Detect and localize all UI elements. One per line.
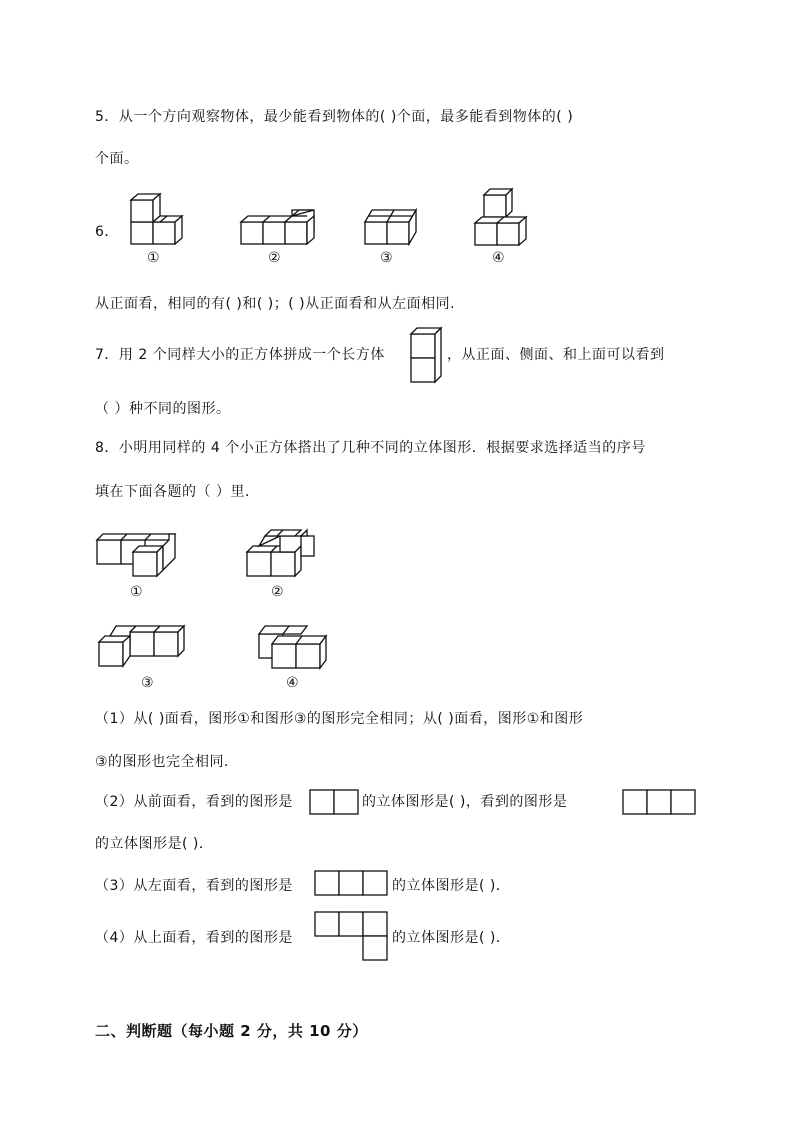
q6-figure-2	[238, 206, 324, 246]
q8-label-3: ③	[141, 675, 154, 691]
q8-figure-1	[94, 530, 184, 580]
q8-sub2-shape-three-squares	[622, 789, 698, 816]
q7-line2: （ ）种不同的图形。	[95, 401, 231, 417]
q6-label-3: ③	[380, 250, 393, 266]
q7-cuboid	[408, 326, 444, 386]
q8-sub3-b: 的立体图形是( )．	[392, 878, 511, 894]
q8-sub2-shape-two-squares	[309, 789, 361, 816]
q6-label-2: ②	[268, 250, 281, 266]
q8-label-2: ②	[271, 584, 284, 600]
q8-sub2-b: 的立体图形是( )，看到的图形是	[362, 794, 568, 810]
q5-line1: 5．从一个方向观察物体，最少能看到物体的( )个面，最多能看到物体的( )	[95, 109, 574, 125]
q6-figure-3	[362, 206, 432, 246]
q7-part1: 7．用 2 个同样大小的正方体拼成一个长方体	[95, 347, 385, 363]
q6-label-4: ④	[492, 250, 505, 266]
q8-sub4-a: （4）从上面看，看到的图形是	[95, 930, 293, 946]
q6-question: 从正面看，相同的有( )和( )；( )从正面看和从左面相同.	[95, 296, 456, 312]
q8-sub2-c: 的立体图形是( )．	[95, 836, 214, 852]
q8-sub4-b: 的立体图形是( )．	[392, 930, 511, 946]
q8-label-1: ①	[130, 584, 143, 600]
section2-heading: 二、判断题（每小题 2 分，共 10 分）	[95, 1022, 368, 1040]
q8-sub1-line2: ③的图形也完全相同．	[95, 754, 239, 770]
q8-sub3-a: （3）从左面看，看到的图形是	[95, 878, 293, 894]
q8-figure-2	[244, 522, 318, 580]
q6-figure-1	[128, 192, 192, 246]
q8-sub1-line1: （1）从( )面看，图形①和图形③的图形完全相同；从( )面看，图形①和图形	[95, 711, 584, 727]
q8-sub3-shape-three-squares	[314, 870, 390, 897]
q8-figure-3	[96, 620, 192, 670]
q8-label-4: ④	[286, 675, 299, 691]
q7-part2: ，从正面、侧面、和上面可以看到	[447, 347, 665, 363]
q8-line2: 填在下面各题的（ ）里．	[95, 484, 260, 500]
q6-figure-4	[472, 185, 538, 247]
q6-number: 6．	[95, 224, 119, 240]
q8-sub2-a: （2）从前面看，看到的图形是	[95, 794, 293, 810]
q8-sub4-shape-l-squares	[314, 911, 390, 963]
q8-figure-4	[256, 622, 336, 672]
q8-line1: 8．小明用同样的 4 个小正方体搭出了几种不同的立体图形．根据要求选择适当的序号	[95, 440, 646, 456]
q5-line2: 个面。	[95, 151, 139, 167]
q6-label-1: ①	[147, 250, 160, 266]
